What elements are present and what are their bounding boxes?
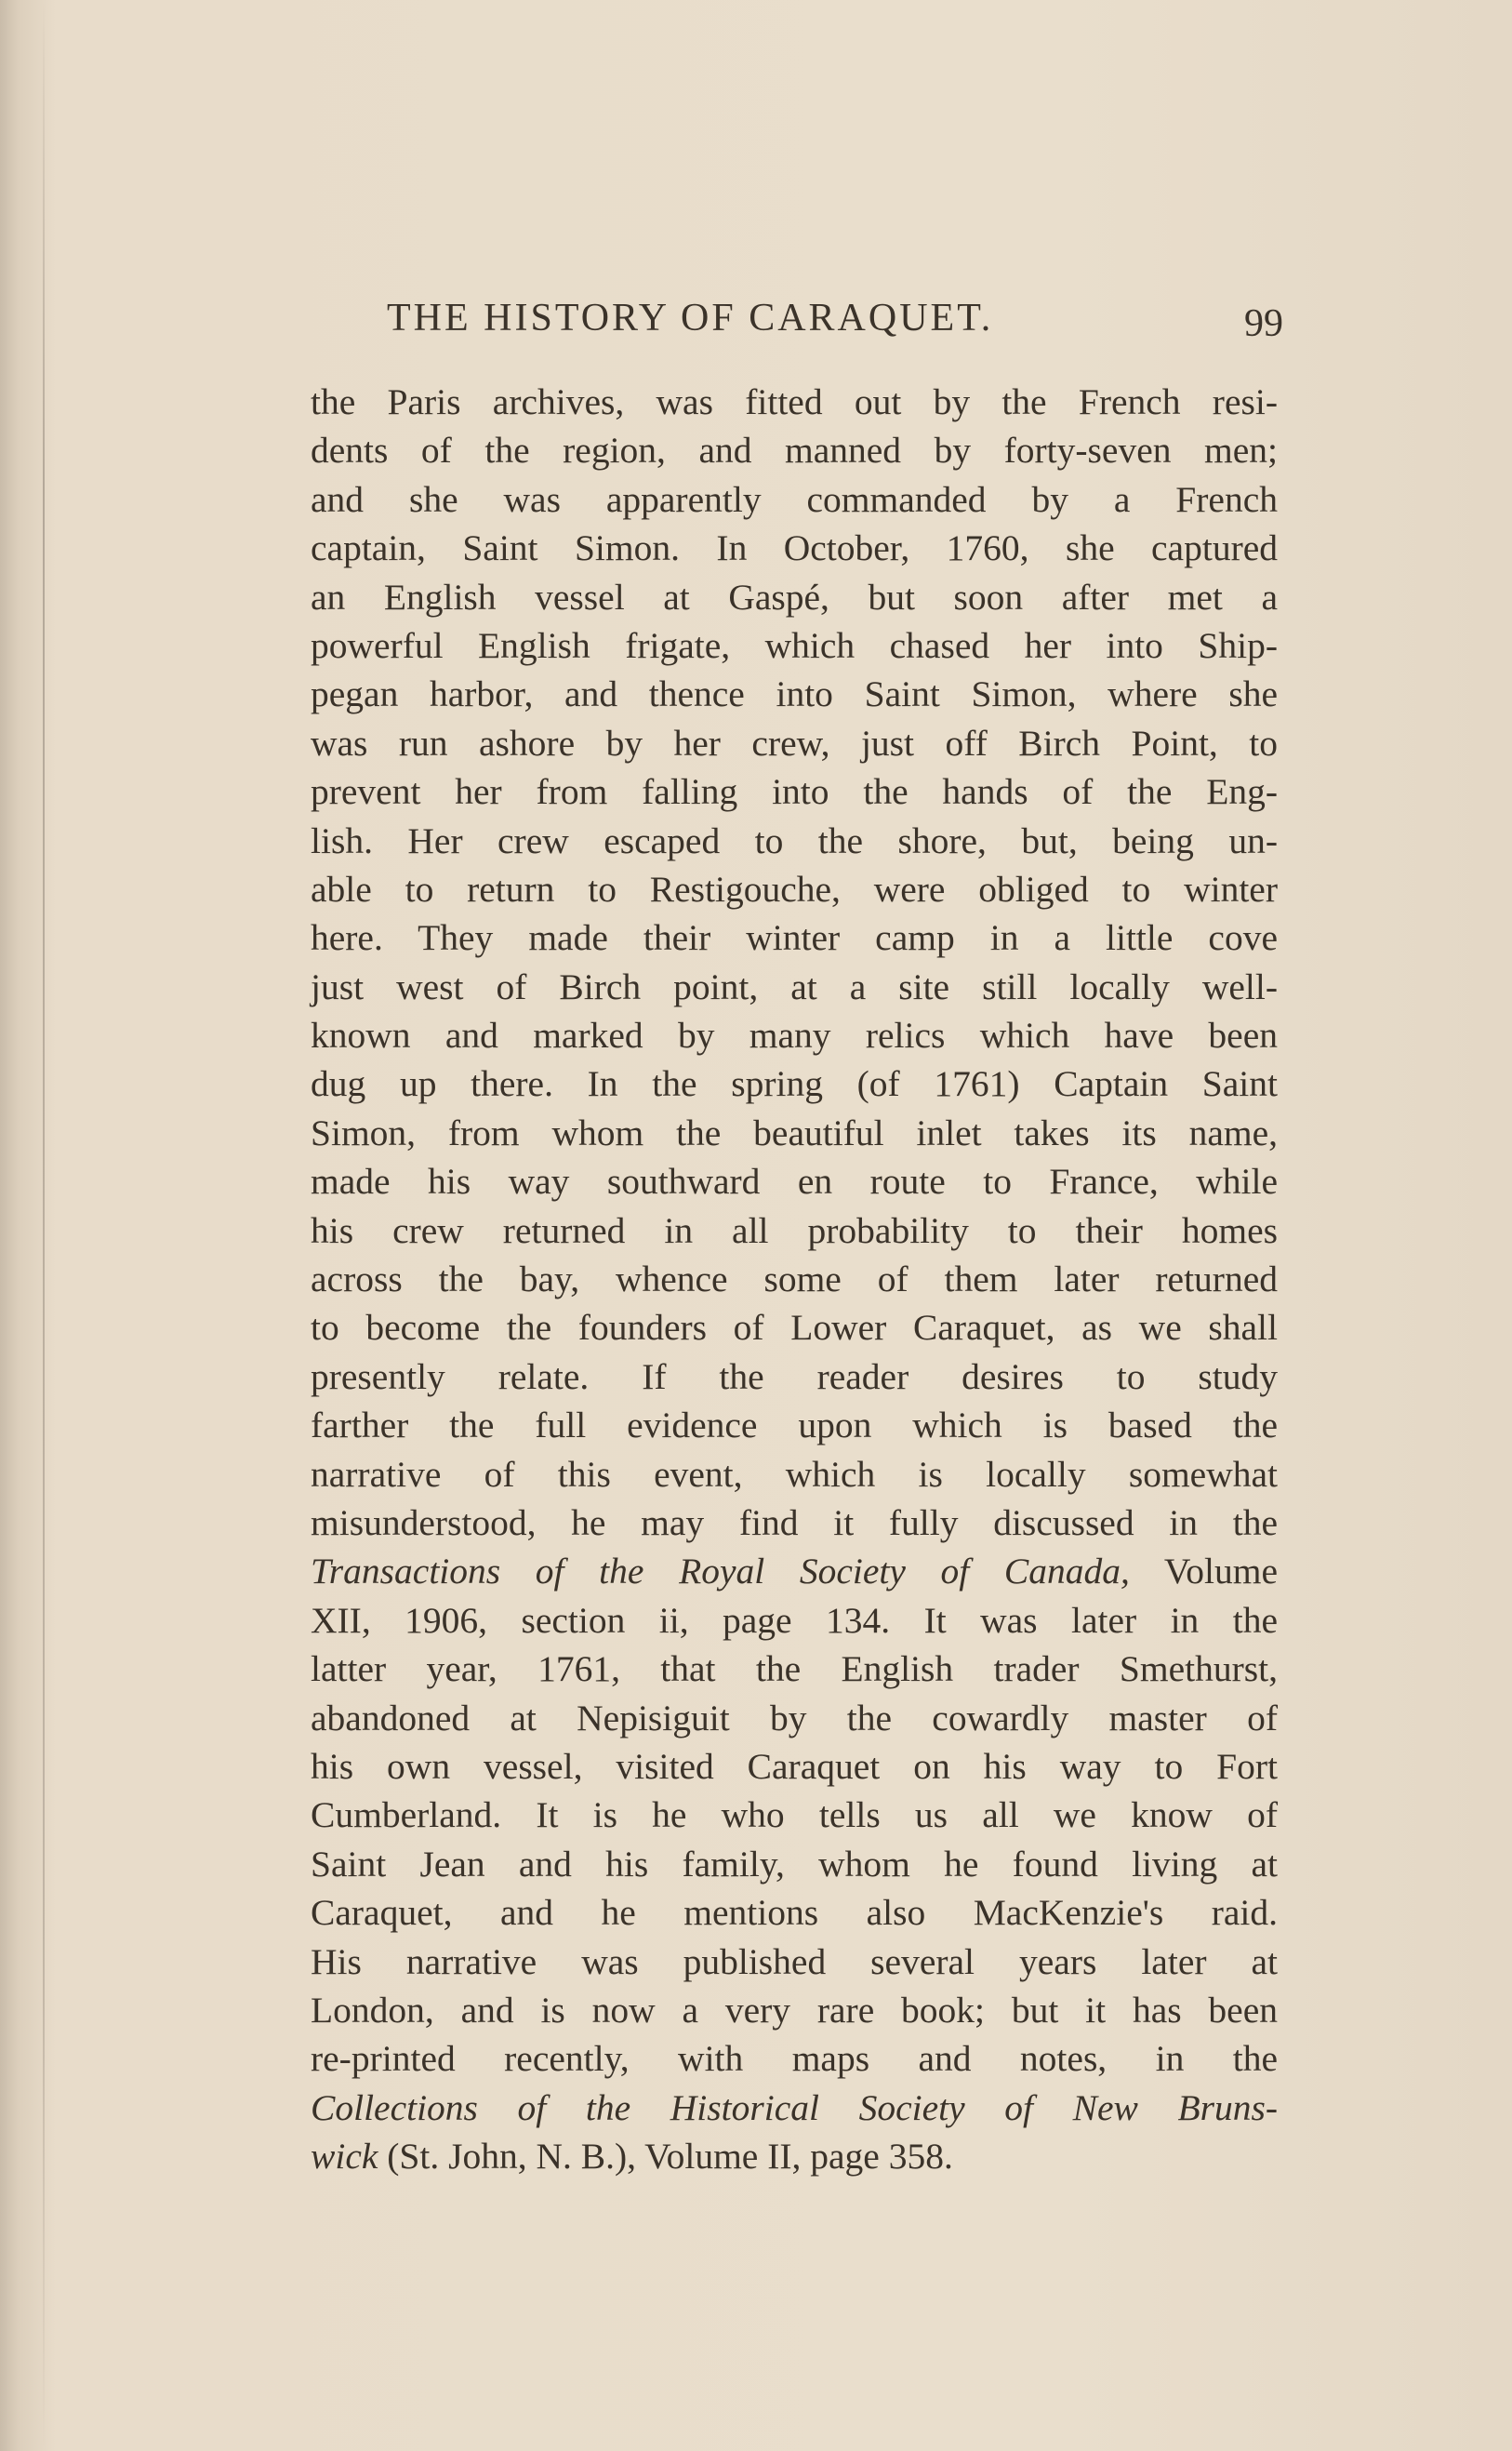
text-line: and she was apparently commanded by a French [311, 478, 1278, 520]
text-line: captain, Saint Simon. In October, 1760, she captured [311, 527, 1278, 569]
citation-rest: Volume [1129, 1551, 1278, 1592]
citation-title: wick [311, 2136, 378, 2178]
text-line: prevent her from falling into the hands of the Eng- [311, 771, 1278, 813]
text-line: London, and is now a very rare book; but it has been [311, 1989, 1278, 2031]
citation-rest: (St. John, N. B.), Volume II, page 358. [378, 2136, 953, 2178]
running-head: THE HISTORY OF CARAQUET. [387, 297, 994, 340]
citation-title: Collections of the Historical Society of New Bruns- [311, 2086, 1278, 2128]
text-line: an English vessel at Gaspé, but soon after met a [311, 576, 1278, 618]
text-line: was run ashore by her crew, just off Birch Point, to [311, 722, 1278, 764]
text-line: Caraquet, and he mentions also MacKenzie's raid. [311, 1892, 1278, 1934]
text-line: abandoned at Nepisiguit by the cowardly master of [311, 1697, 1278, 1738]
text-line: pegan harbor, and thence into Saint Simon, where she [311, 673, 1278, 715]
page-number: 99 [1244, 302, 1283, 345]
text-line: just west of Birch point, at a site still locally well- [311, 966, 1278, 1007]
text-line: known and marked by many relics which have been [311, 1015, 1278, 1057]
text-line: dug up there. In the spring (of 1761) Captain Saint [311, 1063, 1278, 1105]
text-line-citation [311, 2084, 1278, 2132]
text-line: to become the founders of Lower Caraquet, as we shall [311, 1307, 1278, 1349]
text-line-citation [311, 2132, 1278, 2180]
text-line: his crew returned in all probability to their homes [311, 1209, 1278, 1251]
text-line-citation [311, 1547, 1278, 1595]
text-line: able to return to Restigouche, were obliged to winter [311, 868, 1278, 910]
text-line: powerful English frigate, which chased her into Ship- [311, 624, 1278, 666]
text-line: farther the full evidence upon which is based the [311, 1405, 1278, 1446]
text-line: narrative of this event, which is locally somewhat [311, 1453, 1278, 1495]
body-text [311, 378, 1278, 2180]
text-line: re-printed recently, with maps and notes, in the [311, 2038, 1278, 2080]
text-line: His narrative was published several years later at [311, 1940, 1278, 1982]
text-line: lish. Her crew escaped to the shore, but, being un- [311, 819, 1278, 861]
text-line: Cumberland. It is he who tells us all we know of [311, 1794, 1278, 1836]
text-line: Simon, from whom the beautiful inlet takes its name, [311, 1112, 1278, 1153]
citation-title: Transactions of the Royal Society of Canada, [311, 1551, 1130, 1592]
text-line: across the bay, whence some of them later returned [311, 1259, 1278, 1300]
text-line: latter year, 1761, that the English trader Smethurst, [311, 1648, 1278, 1690]
text-line: Saint Jean and his family, whom he found living at [311, 1843, 1278, 1885]
text-line: presently relate. If the reader desires to study [311, 1355, 1278, 1397]
text-line: dents of the region, and manned by forty-seven men; [311, 430, 1278, 472]
text-line: here. They made their winter camp in a little cove [311, 917, 1278, 959]
page-gutter-shadow [43, 0, 45, 2451]
page-header [316, 296, 1283, 352]
text-line: XII, 1906, section ii, page 134. It was later in the [311, 1599, 1278, 1641]
text-line: misunderstood, he may find it fully discussed in the [311, 1501, 1278, 1543]
text-line: his own vessel, visited Caraquet on his way to Fort [311, 1745, 1278, 1787]
text-line: the Paris archives, was fitted out by the French resi- [311, 381, 1278, 422]
text-line: made his way southward en route to France, while [311, 1161, 1278, 1203]
